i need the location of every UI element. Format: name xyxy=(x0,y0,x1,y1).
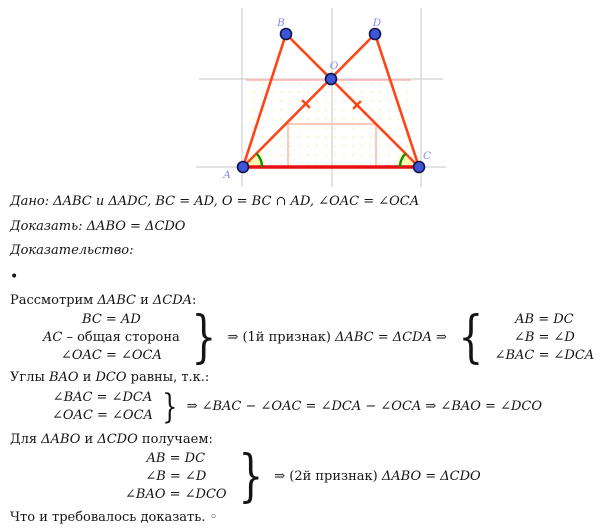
system-3: AB = DC ∠B = ∠D ∠BAO = ∠DCO } ⇒ (2й признак) ΔABO = ΔCDO xyxy=(125,444,481,509)
point-d xyxy=(370,29,381,40)
system-1-conditions xyxy=(43,311,180,365)
label-c: C xyxy=(422,150,432,162)
proof-heading: Доказательство: xyxy=(10,243,134,258)
given-line: Дано: ΔABC и ΔADC, BC = AD, O = BC ∩ AD, ∠OAC = ∠OCA xyxy=(10,194,420,209)
condition: ∠OAC = ∠OCA xyxy=(52,408,153,423)
condition: AB = DC xyxy=(146,451,206,466)
condition: AC – общая сторона xyxy=(43,330,180,345)
system-1-results xyxy=(495,311,595,365)
point-o xyxy=(326,74,337,85)
system-1-implication: ⇒ (1й признак) ΔABC = ΔCDA ⇒ xyxy=(227,330,447,345)
system-2-conditions xyxy=(52,389,153,425)
condition: ∠BAC = ∠DCA xyxy=(52,390,153,405)
point-b xyxy=(281,29,292,40)
system-3-implication: ⇒ (2й признак) ΔABO = ΔCDO xyxy=(274,469,481,484)
qed-line: Что и требовалось доказать. ◦ xyxy=(10,510,218,525)
consider-line: Рассмотрим ΔABC и ΔCDA: xyxy=(10,293,197,308)
system-2: ∠BAC = ∠DCA ∠OAC = ∠OCA } ⇒ ∠BAC − ∠OAC = ∠DCA − ∠OCA ⇒ ∠BAO = ∠DCO xyxy=(52,387,543,427)
geometry-figure xyxy=(0,0,600,188)
bullet-marker: • xyxy=(10,269,19,285)
condition: ∠BAO = ∠DCO xyxy=(125,487,227,502)
label-b: B xyxy=(277,17,285,29)
condition: ∠B = ∠D xyxy=(145,469,207,484)
geometry-figure-svg xyxy=(0,0,600,188)
result: ∠B = ∠D xyxy=(513,330,575,345)
system-1: BC = AD AC – общая сторона ∠OAC = ∠OCA } ⇒ (1й признак) ΔABC = ΔCDA ⇒ { AB = DC ∠B = ∠D ∠BAC = ∠DCA xyxy=(43,305,595,370)
condition: ∠OAC = ∠OCA xyxy=(60,348,162,363)
to-prove-line: Доказать: ΔABO = ΔCDO xyxy=(10,219,186,234)
label-d: D xyxy=(372,17,382,29)
label-a: A xyxy=(223,169,231,181)
system-2-implication: ⇒ ∠BAC − ∠OAC = ∠DCA − ∠OCA ⇒ ∠BAO = ∠DCO xyxy=(186,399,543,414)
proof-text xyxy=(0,194,600,526)
label-o: O xyxy=(329,60,339,72)
system-3-conditions xyxy=(125,450,227,504)
condition: BC = AD xyxy=(82,312,141,327)
result: ∠BAC = ∠DCA xyxy=(494,348,595,363)
result: AB = DC xyxy=(515,312,574,327)
angles-equal-line: Углы BAO и DCO равны, т.к.: xyxy=(10,370,210,385)
point-c xyxy=(414,162,425,173)
point-a xyxy=(238,162,249,173)
for-triangles-line: Для ΔABO и ΔCDO получаем: xyxy=(10,432,213,447)
